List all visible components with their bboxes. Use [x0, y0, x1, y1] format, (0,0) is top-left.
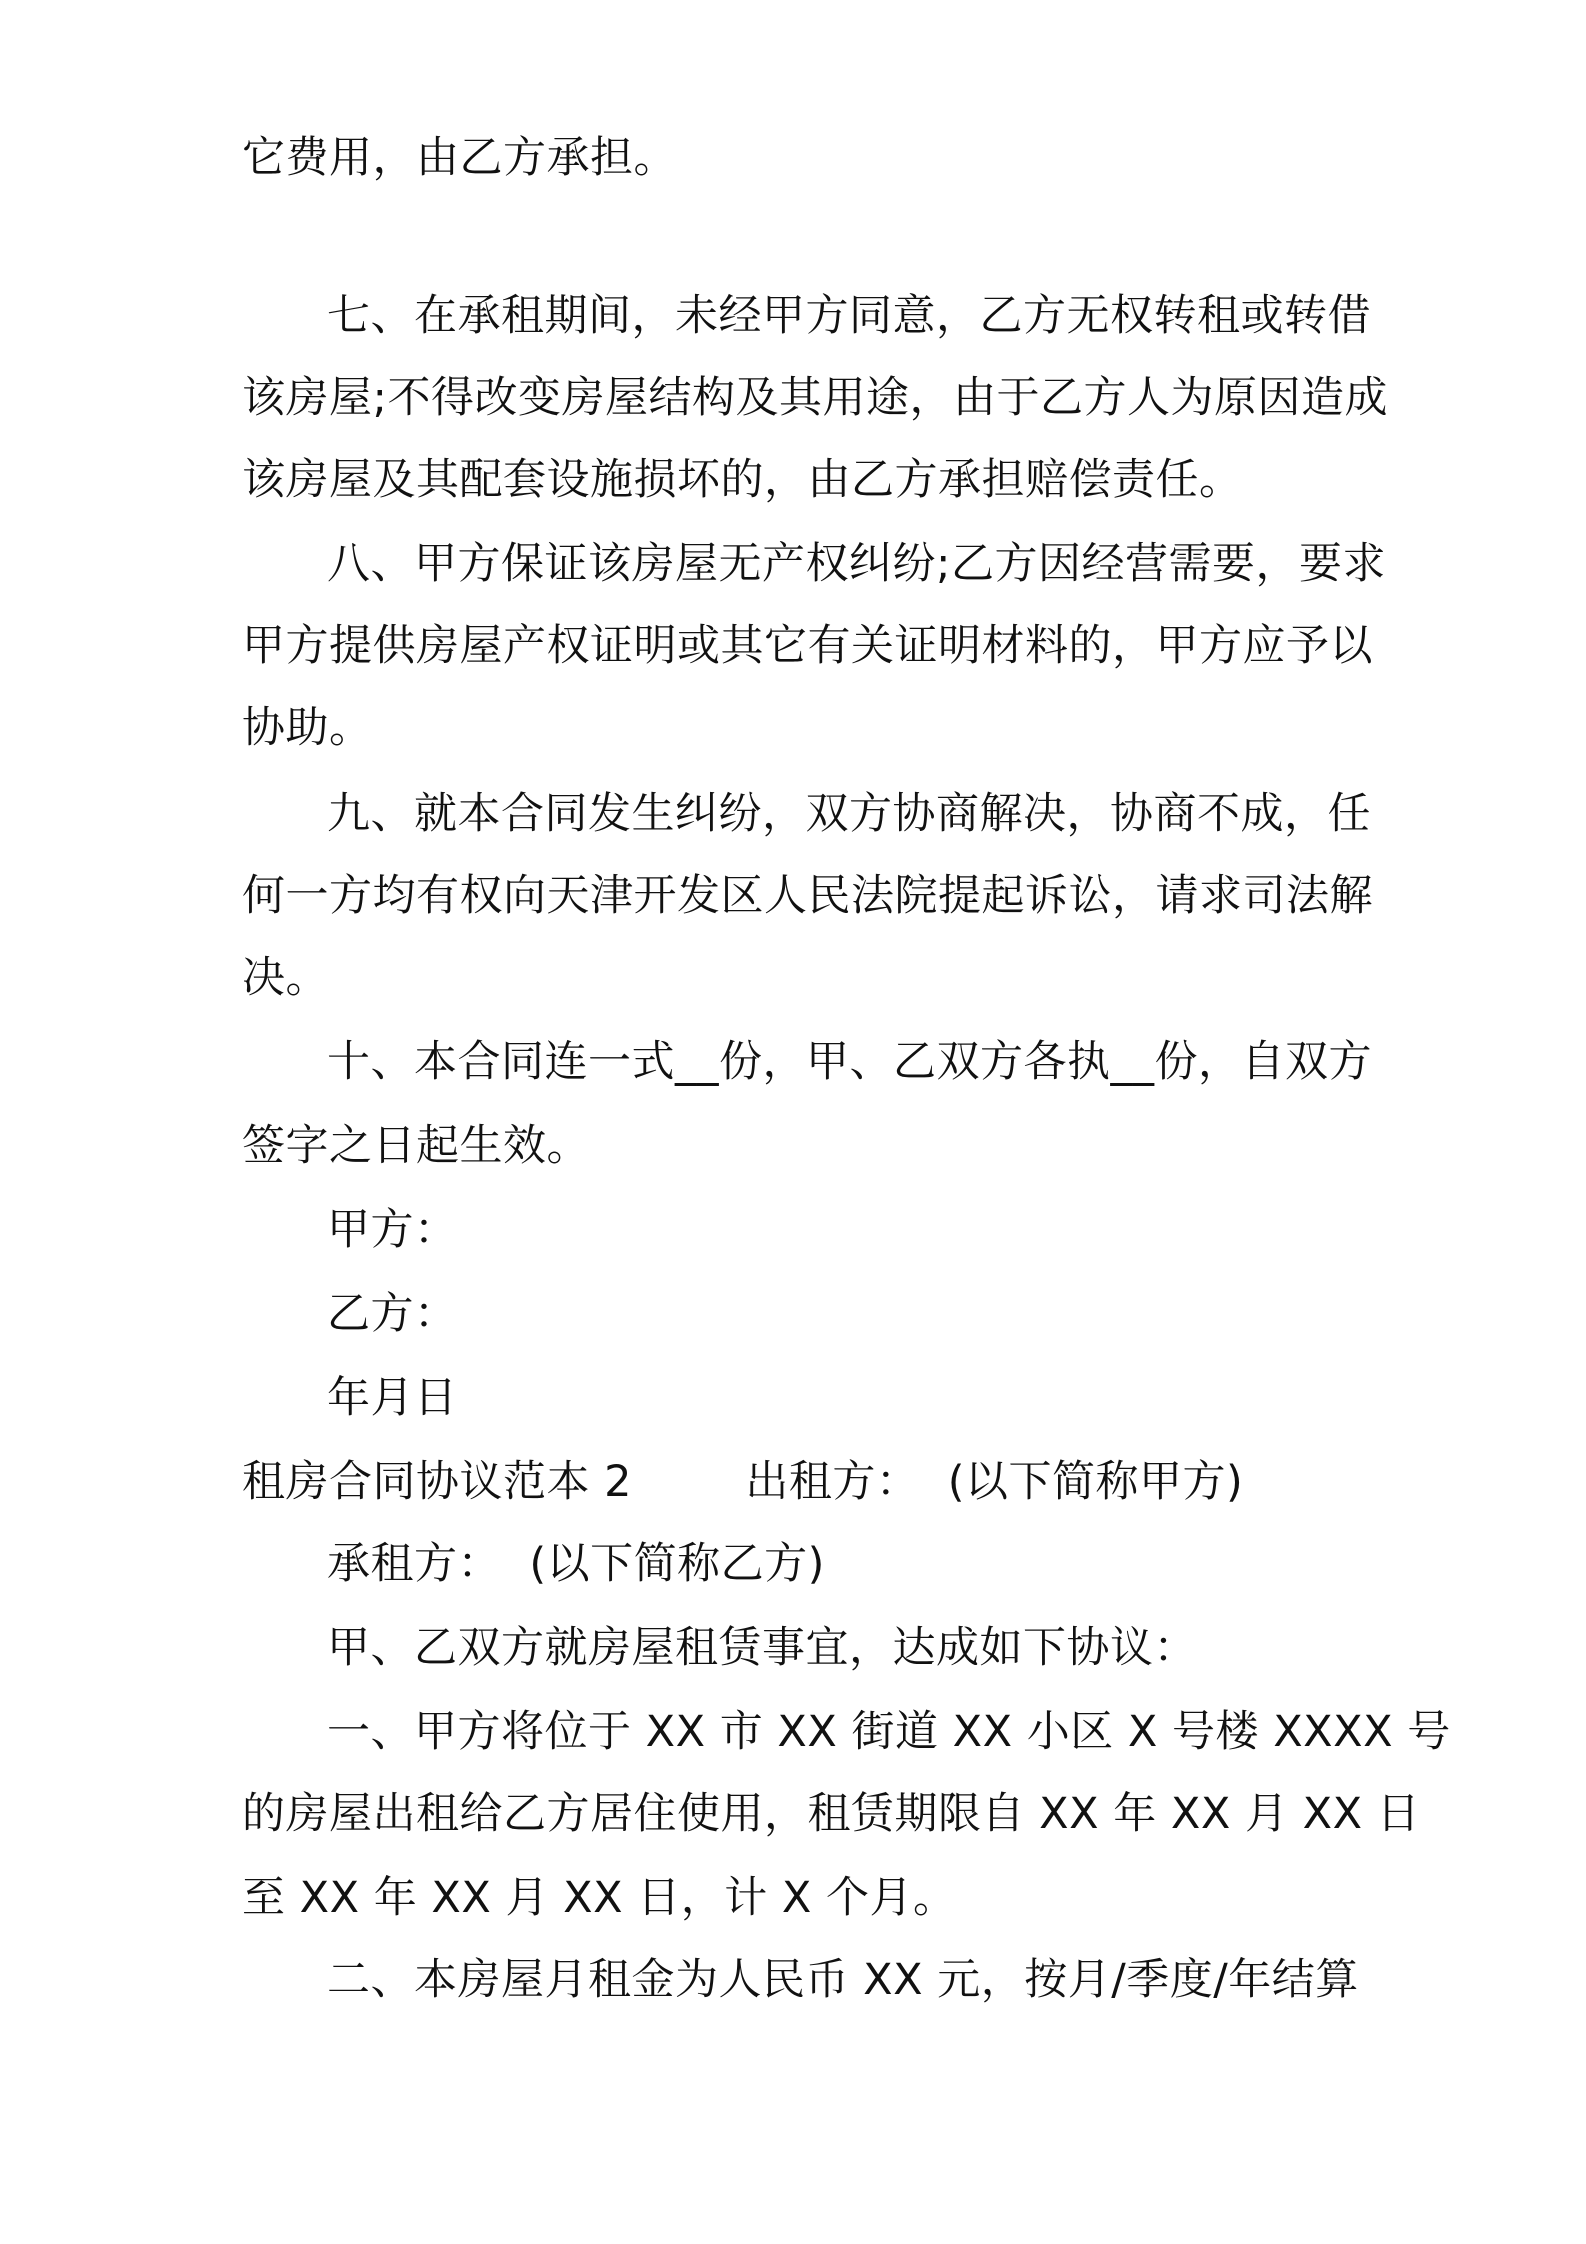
text-line: 甲、乙双方就房屋租赁事宜，达成如下协议：: [327, 1623, 1197, 1673]
text-line: 二、本房屋月租金为人民币 XX 元，按月/季度/年结算: [327, 1955, 1359, 2005]
text-line: 一、甲方将位于 XX 市 XX 街道 XX 小区 X 号楼 XXXX 号: [327, 1707, 1451, 1757]
text-line: 承租方： (以下简称乙方): [327, 1539, 825, 1589]
text-line: 至 XX 年 XX 月 XX 日，计 X 个月。: [242, 1873, 957, 1923]
text-line: 八、甲方保证该房屋无产权纠纷;乙方因经营需要，要求: [327, 539, 1386, 589]
text-line: 十、本合同连一式__份，甲、乙双方各执__份，自双方: [327, 1037, 1372, 1087]
text-line: 该房屋及其配套设施损坏的，由乙方承担赔偿责任。: [242, 455, 1243, 505]
text-line: 该房屋;不得改变房屋结构及其用途，由于乙方人为原因造成: [242, 373, 1388, 423]
text-line: 的房屋出租给乙方居住使用，租赁期限自 XX 年 XX 月 XX 日: [242, 1789, 1421, 1839]
text-line: 九、就本合同发生纠纷，双方协商解决，协商不成，任: [327, 789, 1371, 839]
text-line: 协助。: [242, 703, 373, 753]
text-line: 何一方均有权向天津开发区人民法院提起诉讼，请求司法解: [242, 871, 1373, 921]
contract-heading: 租房合同协议范本 2 出租方： (以下简称甲方): [242, 1457, 1244, 1507]
text-line: 决。: [242, 953, 329, 1003]
text-line: 七、在承租期间，未经甲方同意，乙方无权转租或转借: [327, 291, 1371, 341]
signature-date: 年月日: [327, 1373, 458, 1423]
text-line: 甲方提供房屋产权证明或其它有关证明材料的，甲方应予以: [242, 621, 1373, 671]
text-line: 它费用，由乙方承担。: [242, 133, 677, 183]
text-line: 签字之日起生效。: [242, 1121, 590, 1171]
signature-party-b: 乙方：: [327, 1289, 458, 1339]
signature-party-a: 甲方：: [327, 1205, 458, 1255]
